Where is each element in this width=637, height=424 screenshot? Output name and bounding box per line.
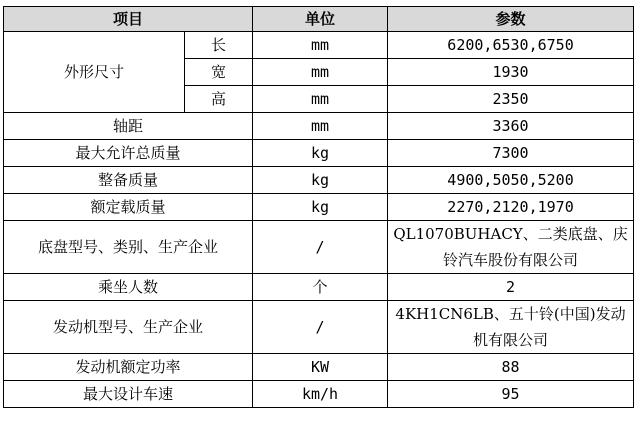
table-row: [4, 381, 634, 408]
table-row: [4, 221, 634, 274]
value-cell: 4900,5050,5200: [388, 167, 634, 194]
unit-cell: /: [253, 301, 388, 354]
value-cell: 3360: [388, 113, 634, 140]
header-row: [4, 7, 634, 32]
unit-cell: mm: [253, 113, 388, 140]
item-cell: 整备质量: [4, 167, 253, 194]
unit-cell: KW: [253, 354, 388, 381]
item-cell: 最大设计车速: [4, 381, 253, 408]
value-cell: 6200,6530,6750: [388, 32, 634, 59]
table-row: [4, 140, 634, 167]
item-cell: 最大允许总质量: [4, 140, 253, 167]
unit-cell: kg: [253, 140, 388, 167]
unit-cell: mm: [253, 32, 388, 59]
item-cell: 额定载质量: [4, 194, 253, 221]
item-cell: 轴距: [4, 113, 253, 140]
header-unit: 单位: [253, 7, 388, 32]
unit-cell: mm: [253, 59, 388, 86]
table-row: [4, 301, 634, 354]
dimension-sub-label: 宽: [185, 59, 253, 86]
value-cell: 95: [388, 381, 634, 408]
dimension-sub-label: 长: [185, 32, 253, 59]
table-row: [4, 167, 634, 194]
unit-cell: kg: [253, 194, 388, 221]
table-row: [4, 32, 634, 59]
table-row: [4, 354, 634, 381]
table-row: [4, 194, 634, 221]
unit-cell: /: [253, 221, 388, 274]
item-cell: 底盘型号、类别、生产企业: [4, 221, 253, 274]
dimensions-label: 外形尺寸: [4, 32, 185, 113]
item-cell: 发动机额定功率: [4, 354, 253, 381]
item-cell: 发动机型号、生产企业: [4, 301, 253, 354]
unit-cell: km/h: [253, 381, 388, 408]
value-cell: QL1070BUHACY、二类底盘、庆铃汽车股份有限公司: [388, 221, 634, 274]
header-item: 项目: [4, 7, 253, 32]
value-cell: 7300: [388, 140, 634, 167]
value-cell: 2350: [388, 86, 634, 113]
value-cell: 2: [388, 274, 634, 301]
unit-cell: 个: [253, 274, 388, 301]
unit-cell: mm: [253, 86, 388, 113]
value-cell: 4KH1CN6LB、五十铃(中国)发动机有限公司: [388, 301, 634, 354]
header-params: 参数: [388, 7, 634, 32]
value-cell: 88: [388, 354, 634, 381]
table-row: [4, 274, 634, 301]
spec-table: [3, 6, 634, 408]
value-cell: 2270,2120,1970: [388, 194, 634, 221]
item-cell: 乘坐人数: [4, 274, 253, 301]
unit-cell: kg: [253, 167, 388, 194]
table-row: [4, 113, 634, 140]
dimension-sub-label: 高: [185, 86, 253, 113]
value-cell: 1930: [388, 59, 634, 86]
